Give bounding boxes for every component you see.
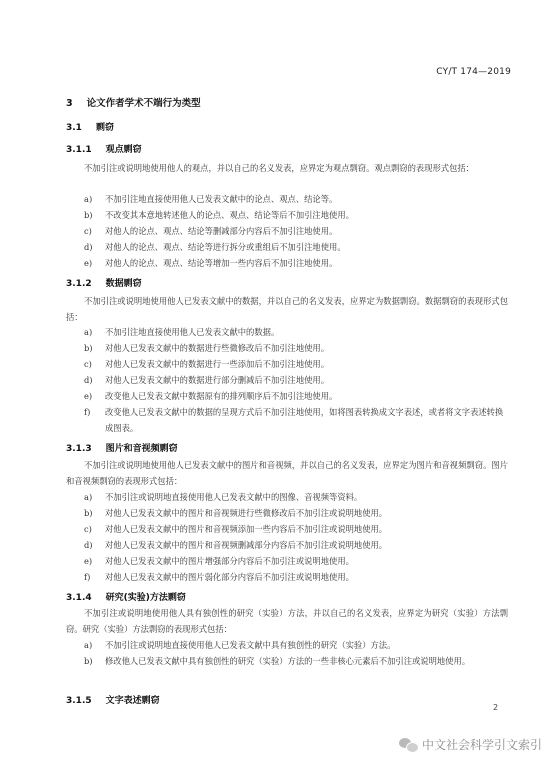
list-marker: f): [84, 407, 91, 417]
wechat-account-name: 中文社会科学引文索引: [421, 738, 542, 752]
list-marker: a): [84, 640, 93, 650]
standard-code: CY/T 174—2019: [436, 67, 511, 77]
section-number: 3: [66, 98, 73, 109]
list-marker: c): [84, 226, 92, 236]
list-text: 对他人已发表文献中的数据进行些微修改后不加引注地使用。: [105, 343, 330, 353]
clause-intro: 不加引注或说明地使用他人的观点，并以自己的名义发表，应界定为观点剽窃。观点剽窃的表现形式包括：: [84, 163, 474, 173]
list-item: [84, 324, 508, 340]
clause-number: 3.1.4: [66, 593, 92, 603]
list-text: 对他人已发表文献中的图片增强部分内容后不加引注或说明地使用。: [105, 556, 354, 566]
list-marker: c): [84, 359, 92, 369]
list-text: 对他人的论点、观点、结论等删减部分内容后不加引注地使用。: [105, 226, 338, 236]
list-marker: a): [84, 327, 93, 337]
list-item: [84, 569, 508, 585]
list-marker: a): [84, 194, 93, 204]
clause-heading: [66, 276, 142, 289]
subsection-title: 剽窃: [95, 123, 114, 133]
section-title: 论文作者学术不端行为类型: [86, 98, 201, 109]
clause-title: 观点剽窃: [105, 145, 142, 155]
clause-number: 3.1.3: [66, 444, 92, 454]
list-item: [84, 207, 508, 223]
list-item: [84, 505, 508, 521]
list-item: [84, 521, 508, 537]
clause-intro: 不加引注或说明地使用他人已发表文献中的数据，并以自己的名义发表，应界定为数据剽窃。数据剽窃的表现形式包括：: [66, 296, 508, 322]
list-item: [84, 388, 508, 404]
list-text: 对他人已发表文献中的图片和音视频添加一些内容后不加引注或说明地使用。: [105, 524, 388, 534]
list-item: [84, 653, 508, 669]
wechat-icon: [399, 738, 417, 752]
list-text: 对他人已发表文献中的图片和音视频进行些微修改后不加引注或说明地使用。: [105, 508, 388, 518]
list-marker: c): [84, 524, 92, 534]
list-marker: d): [84, 375, 93, 385]
section-heading: [66, 95, 201, 109]
list-item: [84, 239, 508, 255]
clause-intro: 不加引注或说明地使用他人具有独创性的研究（实验）方法，并以自己的名义发表，应界定为研究（实验）方法剽窃。研究（实验）方法剽窃的表现形式包括：: [66, 608, 508, 634]
list-item: [84, 637, 508, 653]
list-text: 改变他人已发表文献中的数据的呈现方式后不加引注地使用，如将图表转换成文字表述，或者将文字表述转换成图表。: [105, 407, 504, 433]
clause-number: 3.1.1: [66, 145, 92, 155]
list-marker: b): [84, 508, 93, 518]
list-item: [84, 489, 508, 505]
list-item: [84, 404, 508, 436]
clause-number: 3.1.5: [66, 696, 92, 706]
list-text: 不加引注或说明地直接使用他人已发表文献中具有独创性的研究（实验）方法。: [105, 640, 396, 650]
list-item: [84, 372, 508, 388]
list-marker: e): [84, 258, 93, 268]
list-item: [84, 223, 508, 239]
clause-heading: [66, 590, 186, 603]
list-marker: b): [84, 210, 93, 220]
list-marker: f): [84, 572, 91, 582]
list-text: 不改变其本意地转述他人的论点、观点、结论等后不加引注地使用。: [105, 210, 354, 220]
list-marker: a): [84, 492, 93, 502]
subsection-heading: [66, 120, 114, 133]
list-item: [84, 356, 508, 372]
list-item: [84, 537, 508, 553]
clause-title: 图片和音视频剽窃: [105, 444, 178, 454]
list-marker: d): [84, 242, 93, 252]
clause-intro: 不加引注或说明地使用他人已发表文献中的图片和音视频，并以自己的名义发表，应界定为图片和音视频剽窃。图片和音视频剽窃的表现形式包括：: [66, 460, 508, 486]
list-item: [84, 191, 508, 207]
list-text: 对他人的论点、观点、结论等进行拆分或重组后不加引注地使用。: [105, 242, 346, 252]
clause-title: 研究(实验)方法剽窃: [105, 593, 186, 603]
clause-number: 3.1.2: [66, 279, 92, 289]
list-text: 不加引注地直接使用他人已发表文献中的论点、观点、结论等。: [105, 194, 338, 204]
list-text: 对他人已发表文献中的图片和音视频删减部分内容后不加引注或说明地使用。: [105, 540, 388, 550]
clause-heading: [66, 693, 160, 706]
wechat-account-label: [399, 736, 542, 753]
list-text: 修改他人已发表文献中具有独创性的研究（实验）方法的一些非核心元素后不加引注或说明地使用。: [105, 656, 471, 666]
list-text: 不加引注地直接使用他人已发表文献中的数据。: [105, 327, 280, 337]
list-marker: b): [84, 343, 93, 353]
list-item: [84, 255, 508, 271]
list-text: 不加引注或说明地直接使用他人已发表文献中的图像、音视频等资料。: [105, 492, 363, 502]
list-marker: b): [84, 656, 93, 666]
page-number: 2: [493, 703, 499, 712]
list-text: 对他人已发表文献中的数据进行部分删减后不加引注地使用。: [105, 375, 330, 385]
list-text: 对他人已发表文献中的图片弱化部分内容后不加引注或说明地使用。: [105, 572, 354, 582]
subsection-number: 3.1: [66, 123, 82, 133]
list-text: 改变他人已发表文献中数据原有的排列顺序后不加引注地使用。: [105, 391, 338, 401]
list-marker: d): [84, 540, 93, 550]
list-item: [84, 553, 508, 569]
list-item: [84, 340, 508, 356]
list-marker: e): [84, 391, 93, 401]
clause-heading: [66, 441, 178, 454]
list-text: 对他人已发表文献中的数据进行一些添加后不加引注地使用。: [105, 359, 330, 369]
list-marker: e): [84, 556, 93, 566]
clause-title: 文字表述剽窃: [105, 696, 160, 706]
clause-heading: [66, 142, 142, 155]
list-text: 对他人的论点、观点、结论等增加一些内容后不加引注地使用。: [105, 258, 338, 268]
clause-title: 数据剽窃: [105, 279, 142, 289]
